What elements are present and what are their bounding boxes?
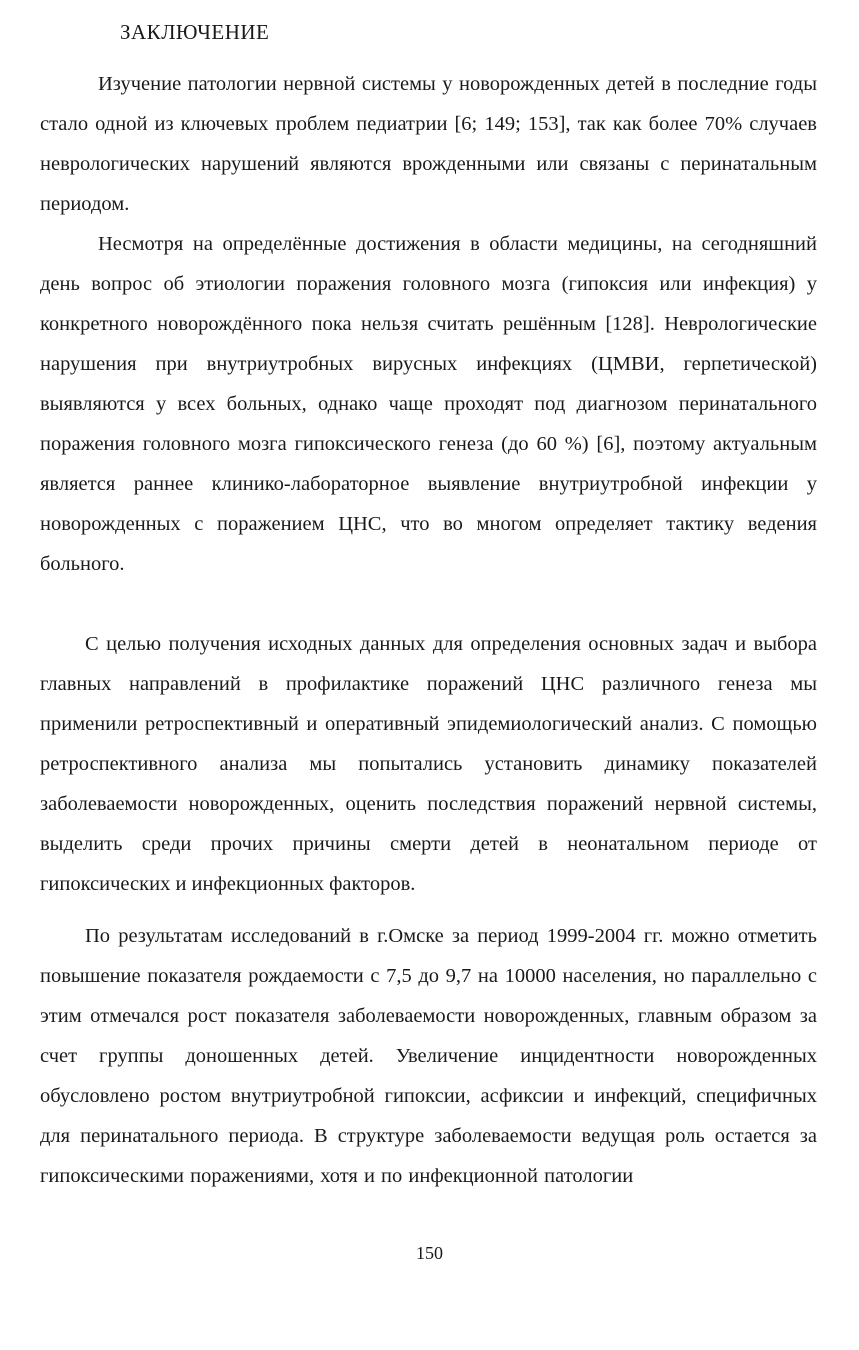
section-heading: ЗАКЛЮЧЕНИЕ bbox=[120, 20, 270, 44]
paragraph-2: Несмотря на определённые достижения в области медицины, на сегодняшний день вопрос об этиологии поражения головного мозга (гипоксия или инфекция) у конкретного новорождённого пока нельзя считать решённым [128]. Неврологические нарушения при внутриутробных вирусных инфекциях (ЦМВИ, герпетической) выявляются у всех больных, однако чаще проходят под диагнозом перинатального поражения головного мозга гипоксического генеза (до 60 %) [6], поэтому актуальным является раннее клинико-лабораторное выявление внутриутробной инфекции у новорожденных с поражением ЦНС, что во многом определяет тактику ведения больного. bbox=[40, 233, 817, 575]
paragraph-3: С целью получения исходных данных для определения основных задач и выбора главных направлений в профилактике поражений ЦНС различного генеза мы применили ретроспективный и оперативный эпидемиологический анализ. С помощью ретроспективного анализа мы попытались установить динамику показателей заболеваемости новорожденных, оценить последствия поражений нервной системы, выделить среди прочих причины смерти детей в неонатальном периоде от гипоксических и инфекционных факторов. bbox=[40, 633, 817, 895]
paragraph-1: Изучение патологии нервной системы у новорожденных детей в последние годы стало одной из ключевых проблем педиатрии [6; 149; 153], так как более 70% случаев неврологических нарушений являются врожденными или связаны с перинатальным периодом. bbox=[40, 73, 817, 215]
paragraph-4: По результатам исследований в г.Омске за период 1999-2004 гг. можно отметить повышение показателя рождаемости с 7,5 до 9,7 на 10000 населения, но параллельно с этим отмечался рост показателя заболеваемости новорожденных, главным образом за счет группы доношенных детей. Увеличение инцидентности новорожденных обусловлено ростом внутриутробной гипоксии, асфиксии и инфекций, специфичных для перинатального периода. В структуре заболеваемости ведущая роль остается за гипоксическими поражениями, хотя и по инфекционной патологии bbox=[40, 925, 817, 1187]
page-number: 150 bbox=[416, 1243, 443, 1263]
